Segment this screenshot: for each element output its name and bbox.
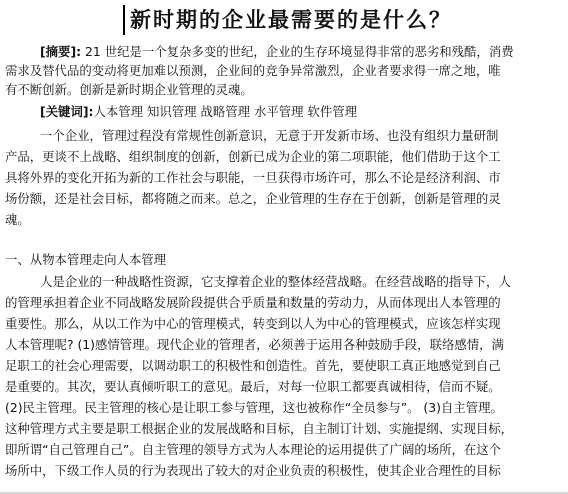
abstract-text: 21 世纪是一个复杂多变的世纪，企业的生存环境显得非常的恶劣和残酷，消费: [81, 44, 514, 59]
section-line: 足职工的社会心理需要，以调动职工的积极性和创造性。首先，要使职工真正地感觉到自己: [5, 358, 501, 373]
section-line: 重要性。那么，从以工作为中心的管理模式，转变到以人为中心的管理模式，应该怎样实现: [5, 316, 501, 331]
keywords-line: [40, 103, 357, 121]
keywords-label: [关键词]:: [40, 104, 94, 119]
section-line: 人本管理呢? (1)感情管理。现代企业的管理者，必须善于运用各种鼓励手段，联络感情，满: [5, 337, 504, 352]
document-title: 新时期的企业最需要的是什么？: [130, 7, 452, 32]
text-cursor: [123, 5, 125, 35]
intro-line: 一个企业，管理过程没有常规性创新意识，无意于开发新市场、也没有组织力量研制: [40, 128, 499, 143]
section-line: 场所中，下级工作人员的行为表现出了较大的对企业负责的积极性，使其企业合理性的目标: [5, 463, 501, 478]
section-line: (2)民主管理。民主管理的核心是让职工参与管理，这也被称作“全员参与”。 (3)自主管理。: [5, 400, 503, 415]
abstract-line: 需求及替代品的变动将更加难以预测，企业间的竞争异常激烈，企业者要求得一席之地，唯: [5, 63, 501, 78]
abstract-label: [摘要]:: [40, 44, 82, 59]
section-heading: 一、从物本管理走向人本管理: [5, 252, 167, 267]
intro-line: 具将外界的变化开拓为新的工作社会与职能，一旦获得市场许可，那么不论是经济利润、市: [5, 170, 501, 185]
intro-line: 产品，更谈不上战略、组织制度的创新，创新已成为企业的第二项职能，他们借助于这个工: [5, 149, 501, 164]
intro-line: 魂。: [5, 212, 30, 227]
intro-line: 场份额，还是社会目标，都将随之而来。总之，企业管理的生存在于创新，创新是管理的灵: [5, 191, 501, 206]
abstract-line: 有不断创新。创新是新时期企业管理的灵魂。: [5, 82, 253, 97]
section-line: 这种管理方式主要是职工根据企业的发展战略和目标，自主制订计划、实施提纲、实现目标，: [5, 421, 514, 436]
keywords-text: 人本管理 知识管理 战略管理 水平管理 软件管理: [93, 104, 358, 119]
section-line: 的管理承担着企业不同战略发展阶段提供合乎质量和数量的劳动力，从而体现出人本管理的: [5, 295, 501, 310]
abstract-line: [40, 43, 514, 61]
section-line: 人是企业的一种战略性资源，它支撑着企业的整体经营战略。在经营战略的指导下，人: [40, 274, 511, 289]
section-line: 是重要的。其次，要认真倾听职工的意见。最后，对每一位职工都要真诚相待，信而不疑。: [5, 379, 501, 394]
section-line: 即所谓“自己管理自己”。自主管理的领导方式为人本理论的运用提供了广阔的场所，在这个: [5, 442, 502, 457]
